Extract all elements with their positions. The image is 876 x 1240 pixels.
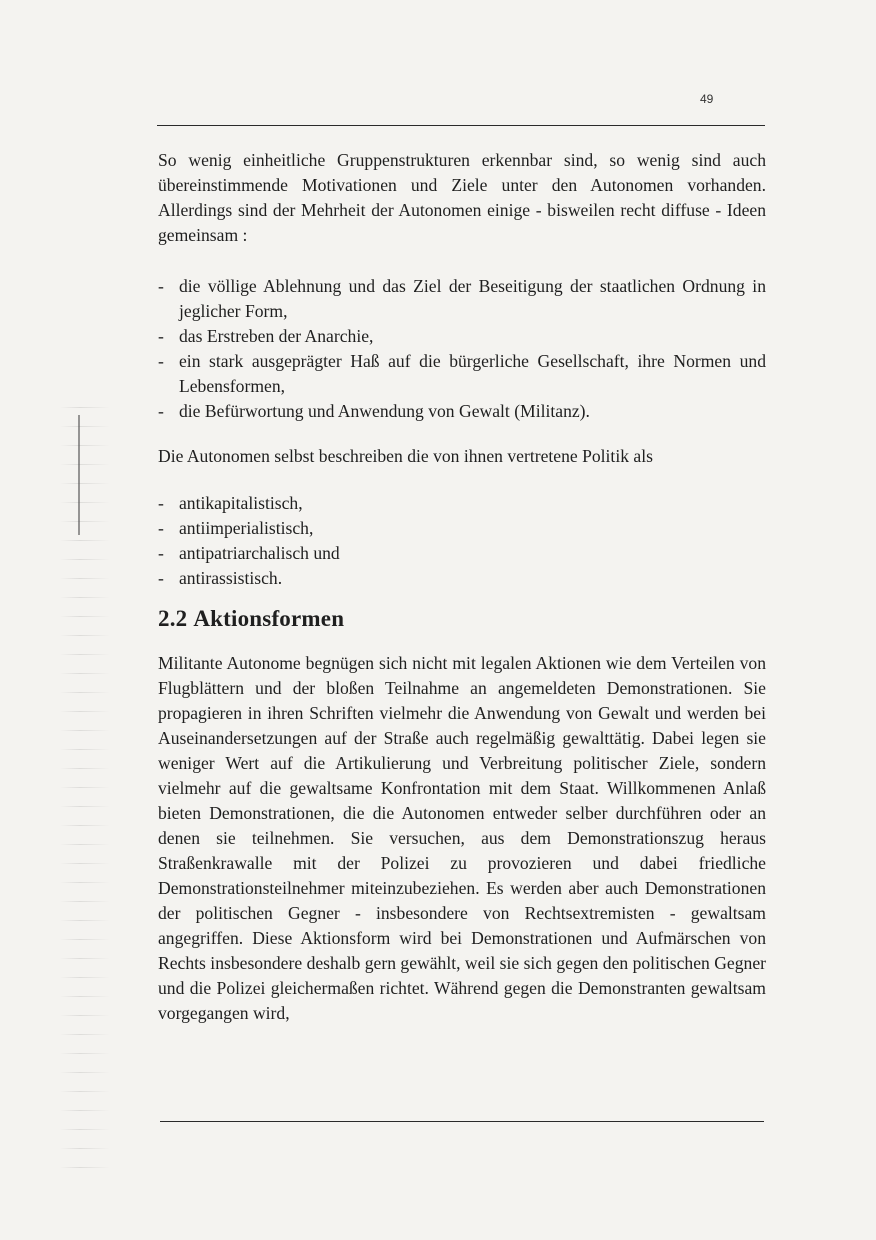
section-body-paragraph: Militante Autonome begnügen sich nicht mit legalen Aktionen wie dem Verteilen von Flugblättern und der bloßen Teilnahme an angemeldeten Demonstrationen. Sie propagieren in ihren Schriften vielmehr die Anwendung von Gewalt und werden bei Auseinandersetzungen auf der Straße auch regelmäßig gewalttätig. Dabei legen sie weniger Wert auf die Artikulierung und Verbreitung politischer Ziele, sondern vielmehr auf die gewaltsame Konfrontation mit dem Staat. Willkommenen Anlaß bieten Demonstrationen, die die Autonomen entweder selber durchführen oder an denen sie teilnehmen. Sie versuchen, aus dem Demonstrationszug heraus Straßenkrawalle mit der Polizei zu provozieren und dabei friedliche Demonstrationsteilnehmer miteinzubeziehen. Es werden aber auch Demonstrationen der politischen Gegner - insbesondere von Rechtsextremisten - gewaltsam angegriffen. Diese Aktionsform wird bei Demonstrationen und Aufmärschen von Rechts insbesondere deshalb gern gewählt, weil sie sich gegen den politischen Gegner und die Polizei gleichermaßen richtet. Während gegen die Demonstranten gewaltsam vorgegangen wird,: [158, 653, 766, 1023]
politics-intro-paragraph: Die Autonomen selbst beschreiben die von ihnen vertretene Politik als: [158, 446, 653, 466]
bullet-dash: -: [158, 326, 164, 346]
ideas-list: [158, 274, 766, 424]
header-rule: [157, 125, 765, 126]
list-item: [158, 274, 766, 324]
bullet-dash: -: [158, 401, 164, 421]
list-item: [158, 324, 766, 349]
page-content: [158, 148, 766, 1026]
section-number: 2.2: [158, 606, 188, 631]
list-item: [158, 516, 766, 541]
bullet-dash: -: [158, 276, 164, 296]
list-item-text: die völlige Ablehnung und das Ziel der Beseitigung der staatlichen Ordnung in jeglicher Form,: [179, 276, 766, 321]
bullet-dash: -: [158, 518, 164, 538]
bullet-dash: -: [158, 568, 164, 588]
section-heading: [158, 603, 766, 635]
footer-rule: [160, 1121, 764, 1122]
scan-edge-line: [78, 415, 80, 535]
list-item-text: das Erstreben der Anarchie,: [179, 326, 374, 346]
list-item: [158, 399, 766, 424]
list-item-text: antikapitalistisch,: [179, 493, 303, 513]
bullet-dash: -: [158, 351, 164, 371]
scan-edge-marks: [60, 400, 110, 1180]
bullet-dash: -: [158, 543, 164, 563]
section-title: Aktionsformen: [193, 606, 345, 631]
list-item: [158, 541, 766, 566]
intro-paragraph: So wenig einheitliche Gruppenstrukturen erkennbar sind, so wenig sind auch übereinstimmende Motivationen und Ziele unter den Autonomen vorhanden. Allerdings sind der Mehrheit der Autonomen einige - bisweilen recht diffuse - Ideen gemeinsam :: [158, 150, 766, 245]
list-item-text: antirassistisch.: [179, 568, 283, 588]
page-number: 49: [700, 92, 714, 106]
bullet-dash: -: [158, 493, 164, 513]
list-item-text: die Befürwortung und Anwendung von Gewalt (Militanz).: [179, 401, 590, 421]
list-item: [158, 566, 766, 591]
politics-list: [158, 491, 766, 591]
list-item: [158, 349, 766, 399]
list-item-text: antiimperialistisch,: [179, 518, 314, 538]
list-item-text: antipatriarchalisch und: [179, 543, 340, 563]
list-item: [158, 491, 766, 516]
list-item-text: ein stark ausgeprägter Haß auf die bürgerliche Gesellschaft, ihre Normen und Lebensformen,: [179, 351, 766, 396]
